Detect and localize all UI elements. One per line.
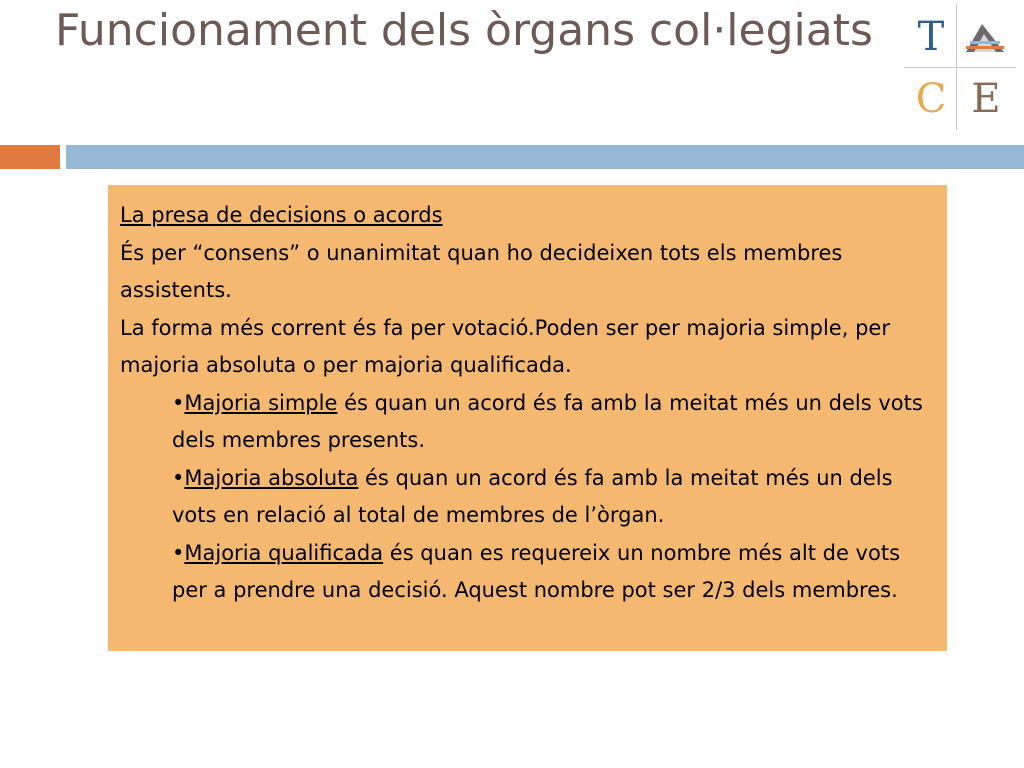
tce-logo: [904, 4, 1016, 130]
content-box: [108, 185, 947, 651]
bullet-marker: •: [172, 465, 185, 490]
bullet-text: és quan un acord és fa amb la meitat més un dels vots en relació al total de membres de l’òrgan.: [172, 465, 893, 527]
slide-title: Funcionament dels òrgans col·legiats: [55, 5, 873, 56]
bullet-text: és quan es requereix un nombre més alt de vots per a prendre una decisió. Aquest nombre pot ser 2/3 dels membres.: [172, 540, 901, 602]
bullet-marker: •: [172, 540, 185, 565]
bullet-text: és quan un acord és fa amb la meitat més un dels vots dels membres presents.: [172, 390, 923, 452]
logo-letter-t: T: [917, 14, 945, 60]
logo-divider-horizontal: [904, 67, 1016, 68]
accent-bar-orange: [0, 145, 60, 169]
accent-bar-blue: [66, 145, 1024, 169]
bullet-marker: •: [172, 390, 185, 415]
bullet-term: Majoria absoluta: [184, 465, 359, 490]
logo-letter-c: C: [915, 76, 947, 122]
bullet-absolute-majority: [120, 460, 935, 535]
bullet-term: Majoria qualificada: [184, 540, 384, 565]
paragraph-consensus: És per “consens” o unanimitat quan ho decideixen tots els membres assistents.: [120, 240, 843, 302]
paragraph-voting: La forma més corrent és fa per votació.Poden ser per majoria simple, per majoria absoluta o per majoria qualificada.: [120, 315, 890, 377]
bullet-qualified-majority: [120, 535, 935, 610]
logo-letter-e: E: [971, 76, 1001, 122]
bullet-simple-majority: [120, 385, 935, 460]
bullet-term: Majoria simple: [184, 390, 338, 415]
mountain-emblem-icon: [962, 16, 1008, 56]
content-heading: La presa de decisions o acords: [120, 203, 443, 227]
